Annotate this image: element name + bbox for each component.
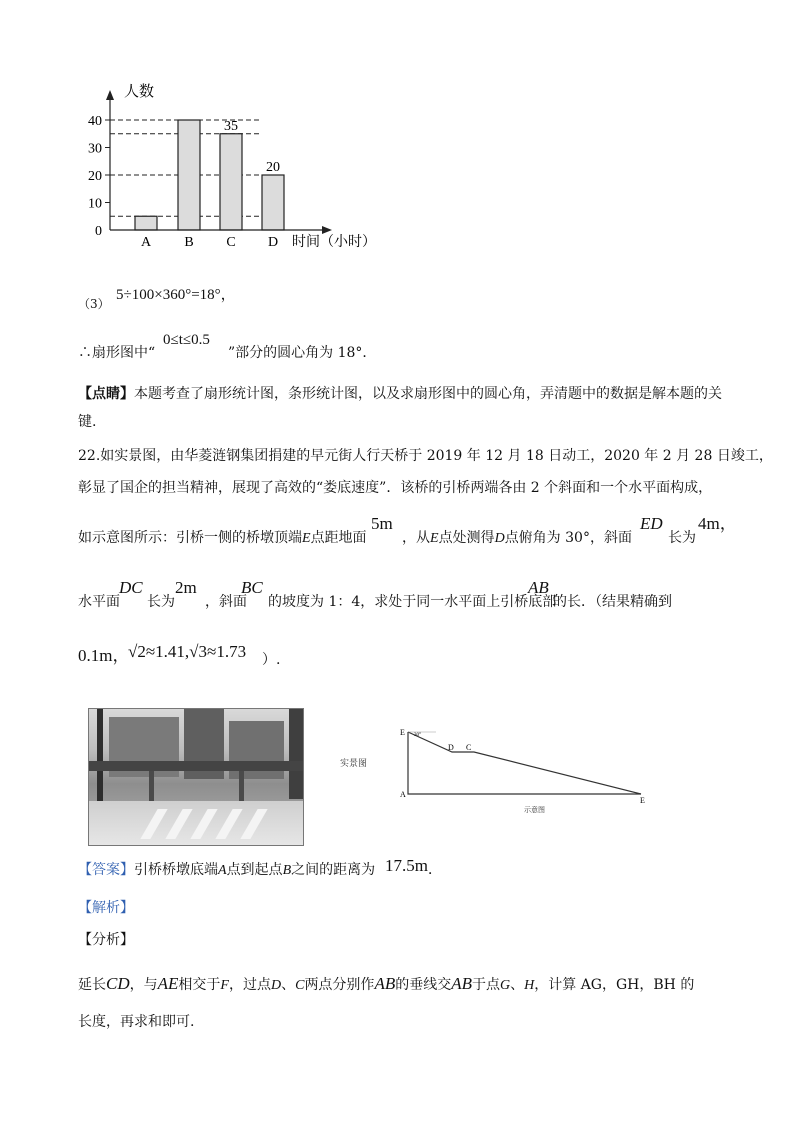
data-label-D: 20 <box>266 160 280 175</box>
conclusion-math: 0≤t≤0.5 <box>163 332 210 348</box>
q22-ED: ED <box>640 514 663 533</box>
data-label-C: 35 <box>224 118 238 134</box>
q22-0.1m: 0.1m， <box>78 646 130 665</box>
comment-line1: 【点睛】本题考查了扇形统计图，条形统计图，以及求扇形图中的圆心角，弄清题中的数据是解本题的关 <box>78 386 722 402</box>
q22-5m: 5m <box>371 514 393 533</box>
diagram-label-angle: 30° <box>414 733 421 738</box>
analysis-line1: 延长CD，与AE相交于F，过点D、C两点分别作AB的垂线交AB于点G、H，计算 AG，GH，BH 的 <box>78 974 695 993</box>
q22-approx: √2≈1.41,√3≈1.73 <box>128 642 247 661</box>
y-tick-20: 20 <box>88 169 102 184</box>
q22-line4-ratio: 的坡度为 1：4，求处于同一水平面上引桥底部 <box>268 594 557 610</box>
diagram-label-A: A <box>400 790 406 799</box>
q22-line1: 22.如实景图，由华菱涟钢集团捐建的早元街人行天桥于 2019 年 12 月 18 日动工，2020 年 2 月 28 日竣工， <box>78 448 773 464</box>
y-tick-30: 30 <box>88 141 102 157</box>
bar-B <box>178 120 200 230</box>
bar-chart <box>70 78 430 258</box>
diagram-caption: 示意图 <box>524 806 545 814</box>
q22-AB: AB <box>528 578 549 597</box>
answer-line: 【答案】引桥桥墩底端A点到起点B之间的距离为 <box>78 862 376 878</box>
bar-C <box>220 134 242 230</box>
diagram-label-D: D <box>448 743 454 752</box>
q22-line3-chang: 长为 <box>668 530 696 546</box>
part3-formula: 5÷100×360°=18°， <box>116 287 236 303</box>
x-tick-A: A <box>140 235 152 250</box>
q22-line4-slope: ，斜面 <box>205 594 247 610</box>
y-axis-label: 人数 <box>124 82 155 100</box>
bar-A <box>135 216 157 230</box>
q22-line4: 水平面 <box>78 594 120 610</box>
real-scene-photo <box>88 708 304 846</box>
analysis-line2: 长度，再求和即可. <box>78 1014 195 1030</box>
part3-label: （3） <box>78 297 110 311</box>
answer-value: 17.5m <box>385 856 428 875</box>
q22-line2: 彰显了国企的担当精神，展现了高效的“娄底速度”．该桥的引桥两端各由 2 个斜面和一个水平面构成， <box>78 480 713 496</box>
q22-4m: 4m， <box>698 514 737 533</box>
y-tick-10: 10 <box>88 196 102 212</box>
comment-line2: 键. <box>78 414 97 430</box>
jiexi-tag: 【解析】 <box>78 900 134 916</box>
bar-D <box>262 175 284 230</box>
diagram-label-B: E <box>640 796 645 805</box>
diagram-slope <box>408 732 641 794</box>
answer-end: ． <box>428 862 442 878</box>
q22-DC: DC <box>119 578 143 597</box>
q22-line3: 如示意图所示：引桥一侧的桥墩顶端E点距地面 <box>78 530 367 546</box>
bridge-diagram <box>396 724 656 824</box>
diagram-label-E: E <box>400 728 405 737</box>
q22-line5-end: ）. <box>262 652 281 668</box>
q22-line3-mid: ，从E点处测得D点俯角为 30°，斜面 <box>402 530 632 546</box>
conclusion-suffix: ”部分的圆心角为 18°． <box>228 345 377 361</box>
fenxi-tag: 【分析】 <box>78 932 134 948</box>
x-tick-B: B <box>184 235 194 250</box>
q22-line4-end: 的长．（结果精确到 <box>553 594 672 610</box>
y-tick-0: 0 <box>95 224 102 239</box>
photo-caption: 实景图 <box>340 759 368 769</box>
q22-2m: 2m <box>175 578 197 597</box>
y-tick-40: 40 <box>88 114 102 129</box>
x-axis-arrow <box>322 226 332 234</box>
x-axis-label: 时间（小时） <box>292 234 376 250</box>
q22-line4-chang: 长为 <box>147 594 175 610</box>
diagram-label-C: C <box>466 743 472 752</box>
q22-BC: BC <box>241 578 263 597</box>
x-tick-D: D <box>267 235 279 250</box>
x-tick-C: C <box>226 235 236 250</box>
y-axis-arrow <box>106 90 114 100</box>
conclusion-line: ∴扇形图中“ <box>78 345 156 361</box>
